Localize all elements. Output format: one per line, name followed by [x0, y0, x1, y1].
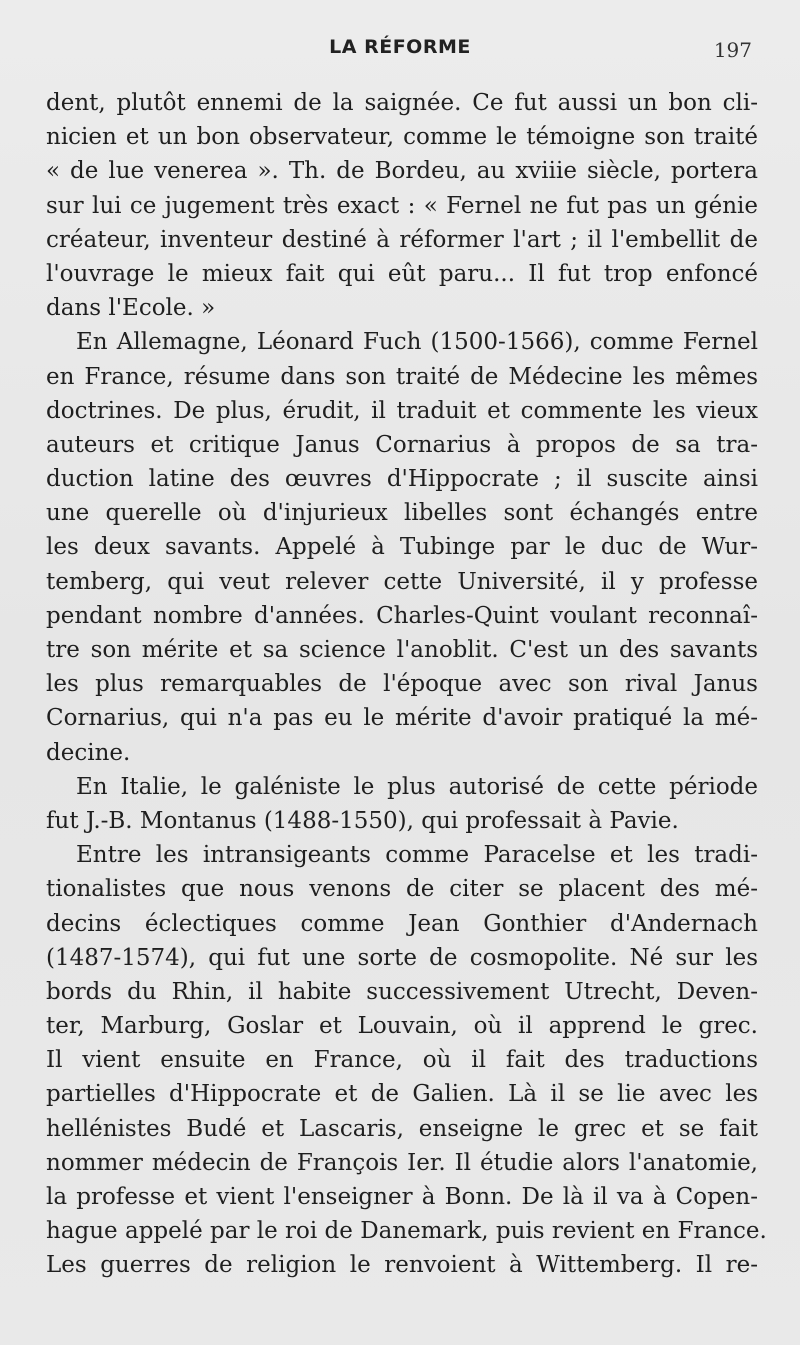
running-head: LA RÉFORME — [329, 36, 471, 58]
text-line: Entre les intransigeants comme Paracelse et les tradi- — [76, 842, 758, 869]
text-line: sur lui ce jugement très exact : « Fernel ne fut pas un génie — [46, 192, 758, 219]
text-line: decine. — [46, 739, 131, 766]
text-line: dans l'Ecole. » — [46, 295, 216, 322]
text-line: ter, Marburg, Goslar et Louvain, où il apprend le grec. — [46, 1013, 758, 1040]
text-line: la professe et vient l'enseigner à Bonn. De là il va à Copen- — [46, 1184, 758, 1210]
text-line: Cornarius, qui n'a pas eu le mérite d'avoir pratiqué la mé- — [46, 705, 758, 732]
text-line: en France, résume dans son traité de Médecine les mêmes — [46, 363, 758, 390]
text-line: tre son mérite et sa science l'anoblit. C'est un des savants — [46, 637, 758, 663]
text-line: Il vient ensuite en France, où il fait des traductions — [46, 1047, 758, 1074]
text-line: auteurs et critique Janus Cornarius à propos de sa tra- — [46, 431, 758, 458]
text-line: créateur, inventeur destiné à réformer l'art ; il l'embellit de — [46, 226, 758, 253]
text-line: Les guerres de religion le renvoient à Wittemberg. Il re- — [46, 1252, 758, 1279]
body-text — [46, 86, 767, 1283]
text-line: decins éclectiques comme Jean Gonthier d'Andernach — [46, 910, 758, 937]
text-line: (1487-1574), qui fut une sorte de cosmopolite. Né sur les — [46, 944, 758, 971]
text-line: tionalistes que nous venons de citer se placent des mé- — [46, 876, 758, 903]
text-line: bords du Rhin, il habite successivement Utrecht, Deven- — [46, 978, 758, 1005]
text-line: l'ouvrage le mieux fait qui eût paru... Il fut trop enfoncé — [46, 260, 758, 287]
text-line: les plus remarquables de l'époque avec son rival Janus — [46, 671, 758, 698]
text-line: « de lue venerea ». Th. de Bordeu, au xviiie siècle, portera — [46, 158, 758, 185]
text-line: duction latine des œuvres d'Hippocrate ; il suscite ainsi — [46, 466, 758, 493]
text-line: En Allemagne, Léonard Fuch (1500-1566), comme Fernel — [76, 329, 758, 356]
text-line: pendant nombre d'années. Charles-Quint voulant reconnaî- — [46, 602, 758, 629]
text-line: fut J.-B. Montanus (1488-1550), qui professait à Pavie. — [46, 807, 679, 834]
text-line: hague appelé par le roi de Danemark, puis revient en France. — [46, 1218, 767, 1245]
page-number: 197 — [713, 38, 752, 62]
text-line: En Italie, le galéniste le plus autorisé de cette période — [76, 773, 758, 800]
text-line: temberg, qui veut relever cette Université, il y professe — [46, 568, 758, 595]
text-line: nicien et un bon observateur, comme le témoigne son traité — [46, 124, 758, 151]
text-line: une querelle où d'injurieux libelles sont échangés entre — [46, 500, 758, 527]
text-line: doctrines. De plus, érudit, il traduit et commente les vieux — [46, 397, 758, 424]
text-line: hellénistes Budé et Lascaris, enseigne le grec et se fait — [46, 1115, 758, 1142]
text-line: les deux savants. Appelé à Tubinge par le duc de Wur- — [46, 534, 758, 561]
text-line: dent, plutôt ennemi de la saignée. Ce fut aussi un bon cli- — [46, 90, 758, 116]
page-header — [0, 36, 800, 70]
text-line: nommer médecin de François Ier. Il étudie alors l'anatomie, — [46, 1149, 758, 1176]
text-line: partielles d'Hippocrate et de Galien. Là il se lie avec les — [46, 1081, 758, 1108]
